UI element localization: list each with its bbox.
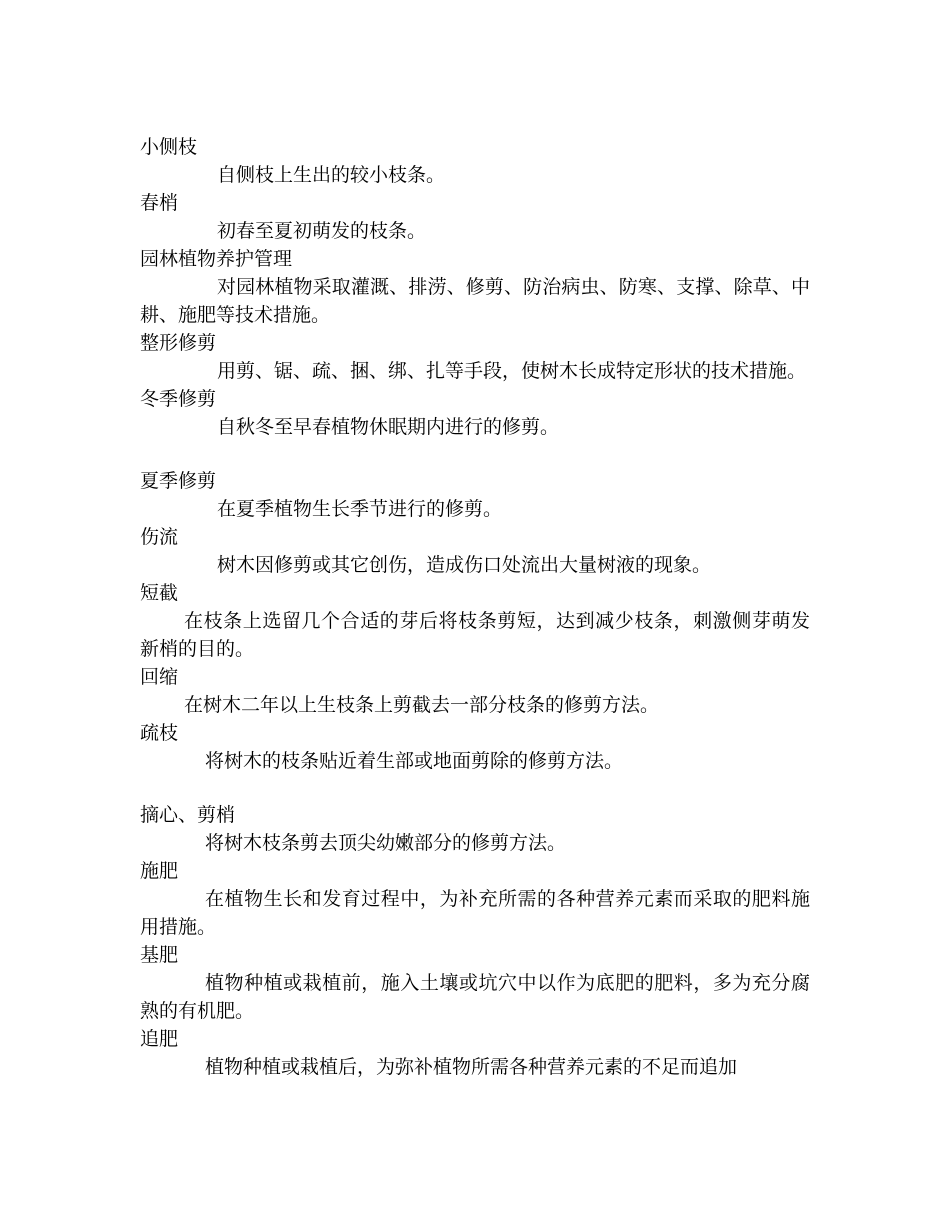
term-definition: 初春至夏初萌发的枝条。 [217, 220, 427, 242]
term-heading: 夏季修剪 [140, 470, 217, 492]
term-definition: 将树木的枝条贴近着生部或地面剪除的修剪方法。 [205, 750, 624, 772]
term-heading: 春梢 [140, 192, 179, 214]
term-heading: 冬季修剪 [140, 388, 217, 410]
term-definition: 在枝条上选留几个合适的芽后将枝条剪短，达到减少枝条，刺激侧芽萌发新梢的目的。 [140, 610, 810, 660]
term-heading: 回缩 [140, 666, 179, 688]
term-heading: 追肥 [140, 1028, 179, 1050]
term-heading: 伤流 [140, 526, 179, 548]
term-definition: 在植物生长和发育过程中，为补充所需的各种营养元素而采取的肥料施用措施。 [140, 888, 810, 938]
term-definition: 植物种植或栽植后，为弥补植物所需各种营养元素的不足而追加 [205, 1056, 738, 1078]
spacer [140, 775, 810, 801]
term-definition: 自侧枝上生出的较小枝条。 [217, 164, 446, 186]
term-definition: 用剪、锯、疏、捆、绑、扎等手段，使树木长成特定形状的技术措施。 [217, 360, 807, 382]
term-definition: 对园林植物采取灌溉、排涝、修剪、防治病虫、防寒、支撑、除草、中耕、施肥等技术措施。 [140, 276, 810, 326]
term-definition: 在树木二年以上生枝条上剪截去一部分枝条的修剪方法。 [184, 694, 660, 716]
term-heading: 施肥 [140, 860, 179, 882]
term-heading: 园林植物养护管理 [140, 248, 293, 270]
term-heading: 整形修剪 [140, 332, 217, 354]
term-heading: 基肥 [140, 944, 179, 966]
term-definition: 自秋冬至早春植物休眠期内进行的修剪。 [217, 416, 560, 438]
spacer [140, 441, 810, 467]
term-heading: 小侧枝 [140, 136, 198, 158]
term-definition: 在夏季植物生长季节进行的修剪。 [217, 498, 503, 520]
term-heading: 短截 [140, 582, 179, 604]
term-heading: 疏枝 [140, 722, 179, 744]
term-definition: 植物种植或栽植前，施入土壤或坑穴中以作为底肥的肥料，多为充分腐熟的有机肥。 [140, 972, 810, 1022]
document-page [140, 133, 810, 1081]
term-definition: 树木因修剪或其它创伤，造成伤口处流出大量树液的现象。 [217, 554, 712, 576]
term-heading: 摘心、剪梢 [140, 804, 236, 826]
term-definition: 将树木枝条剪去顶尖幼嫩部分的修剪方法。 [205, 832, 567, 854]
